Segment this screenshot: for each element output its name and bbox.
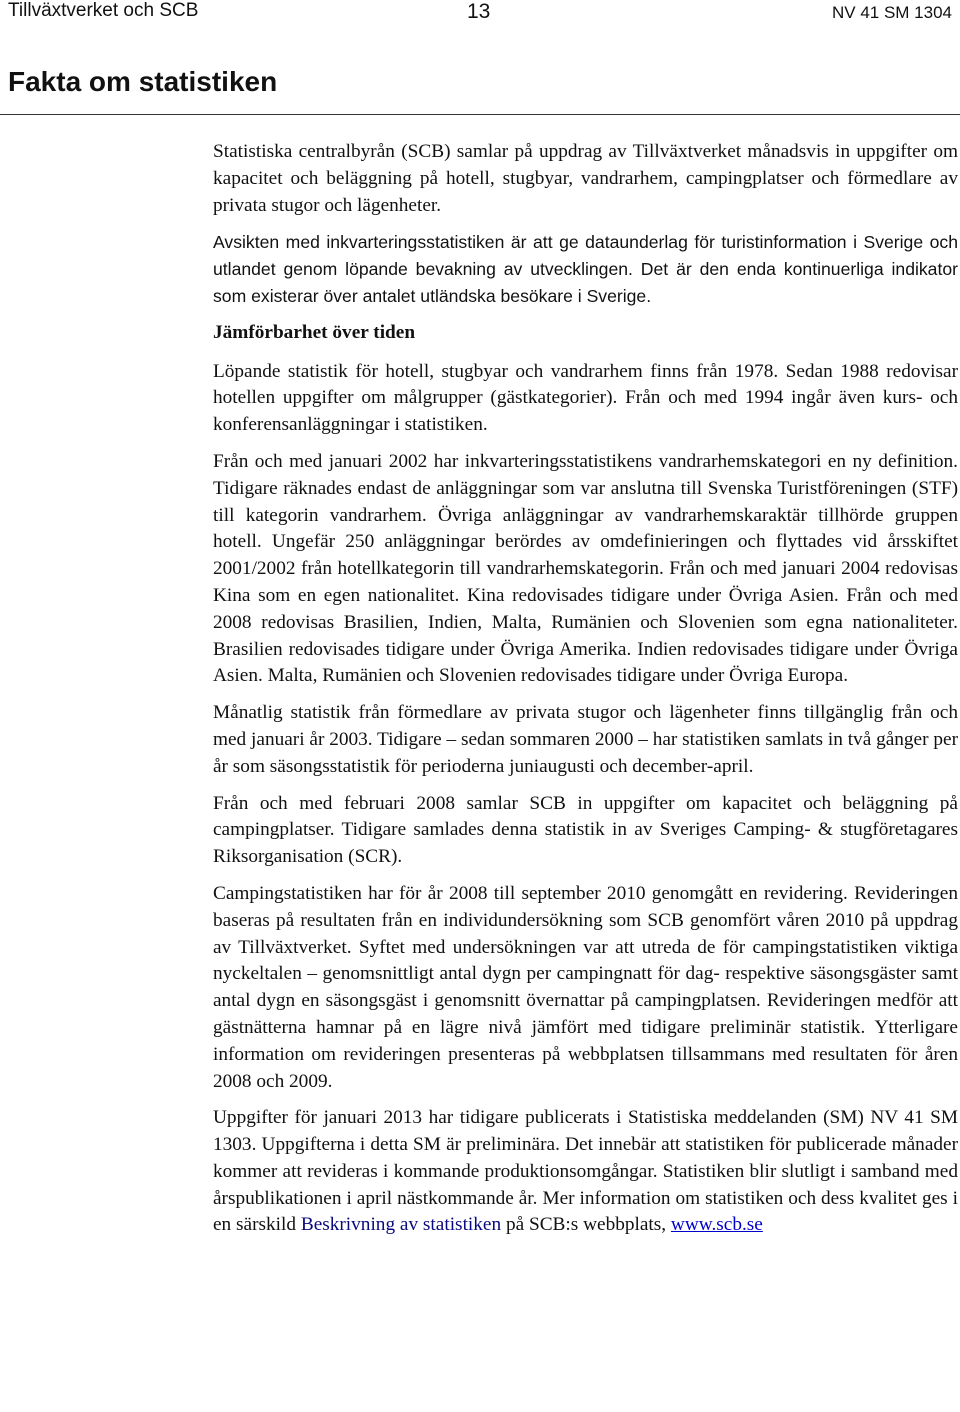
paragraph-preliminary-data — [213, 1105, 958, 1239]
section-heading-comparability: Jämförbarhet över tiden — [213, 321, 416, 343]
page-number: 13 — [467, 0, 491, 23]
header-publication-id: NV 41 SM 1304 — [831, 3, 952, 22]
paragraph-cottage-statistics: Månatlig statistik från förmedlare av privata stugor och lägenheter finns tillgänglig från och med januari år 2003. Tidigare – sedan sommaren 2000 – har statistiken samlats in två gånger per år som säsongsstatistik för perioderna juniaugusti och december-april. — [213, 702, 958, 777]
document-body — [213, 139, 958, 1249]
paragraph-preliminary-middle: på SCB:s webbplats, — [501, 1214, 671, 1236]
paragraph-intro: Statistiska centralbyrån (SCB) samlar på uppdrag av Tillväxtverket månadsvis in uppgifter om kapacitet och beläggning på hotell, stugbyar, vandrarhem, campingplatser och förmedlare av privata stugor och lägenheter. — [213, 141, 958, 216]
paragraph-history: Löpande statistik för hotell, stugbyar och vandrarhem finns från 1978. Sedan 1988 redovisar hotellen uppgifter om målgrupper (gästkategorier). Från och med 1994 ingår även kurs- och konferensanläggningar i statistiken. — [213, 360, 958, 436]
paragraph-preliminary-text: Uppgifter för januari 2013 har tidigare publicerats i Statistiska meddelanden (SM) NV 41 SM 1303. Uppgifterna i detta SM är preliminära. Det innebär att statistiken för publicerade månader kommer att revideras i kommande produktionsomgångar. Statistiken blir slutligt i samband med årspublikationen i april nästkommande år. Mer information om statistiken och dess kvalitet ges i en särskild — [213, 1107, 958, 1236]
page-header — [8, 0, 952, 26]
paragraph-camping-revision: Campingstatistiken har för år 2008 till september 2010 genomgått en revidering. Revideringen baseras på resultaten från en individundersökning som SCB genomfört våren 2010 på uppdrag av Tillväxtverket. Syftet med undersökningen var att utreda de för campingstatistiken viktiga nyckeltalen – genomsnittligt antal dygn per campingnatt för dag- respektive säsongsgäster samt antal dygn en säsongsgäst i genomsnitt övernattar på campingplatsen. Revideringen medför att gästnätterna hamnar på en lägre nivå jämfört med tidigare preliminär statistik. Ytterligare information om revideringen presenteras på webbplatsen tillsammans med resultaten för åren 2008 och 2009. — [213, 882, 958, 1092]
paragraph-camping-collection: Från och med februari 2008 samlar SCB in uppgifter om kapacitet och beläggning på campingplatser. Tidigare samlades denna statistik in av Sveriges Camping- & stugföretagares Riksorganisation (SCR). — [213, 792, 958, 868]
paragraph-purpose: Avsikten med inkvarteringsstatistiken är att ge dataunderlag för turistinformation i Sverige och utlandet genom löpande bevakning av utvecklingen. Det är den enda kontinuerliga indikator som existerar över antalet utländska besökare i Sverige. — [213, 232, 958, 306]
statistics-description-link[interactable]: Beskrivning av statistiken — [300, 1214, 502, 1236]
scb-website-link[interactable]: www.scb.se — [670, 1214, 763, 1236]
paragraph-hostel-definition: Från och med januari 2002 har inkvarteringsstatistikens vandrarhemskategori en ny definition. Tidigare räknades endast de anläggningar som var anslutna till Svenska Turistföreningen (STF) till kategorin vandrarhem. Övriga anläggningar av vandrarhemskaraktär tillhörde gruppen hotell. Ungefär 250 anläggningar berördes av omdefinieringen och flyttades vid årsskiftet 2001/2002 från hotellkategorin till vandrarhemskategorin. Från och med januari 2004 redovisas Kina som en egen nationalitet. Kina redovisades tidigare under Övriga Asien. Från och med 2008 redovisas Brasilien, Indien, Malta, Rumänien och Slovenien som egna nationaliteter. Brasilien redovisades tidigare under Övriga Amerika. Indien redovisades tidigare under Övriga Asien. Malta, Rumänien och Slovenien redovisades tidigare under Övriga Europa. — [213, 450, 958, 687]
title-divider — [0, 114, 960, 115]
page-title: Fakta om statistiken — [8, 66, 278, 97]
header-organization: Tillväxtverket och SCB — [8, 0, 199, 21]
